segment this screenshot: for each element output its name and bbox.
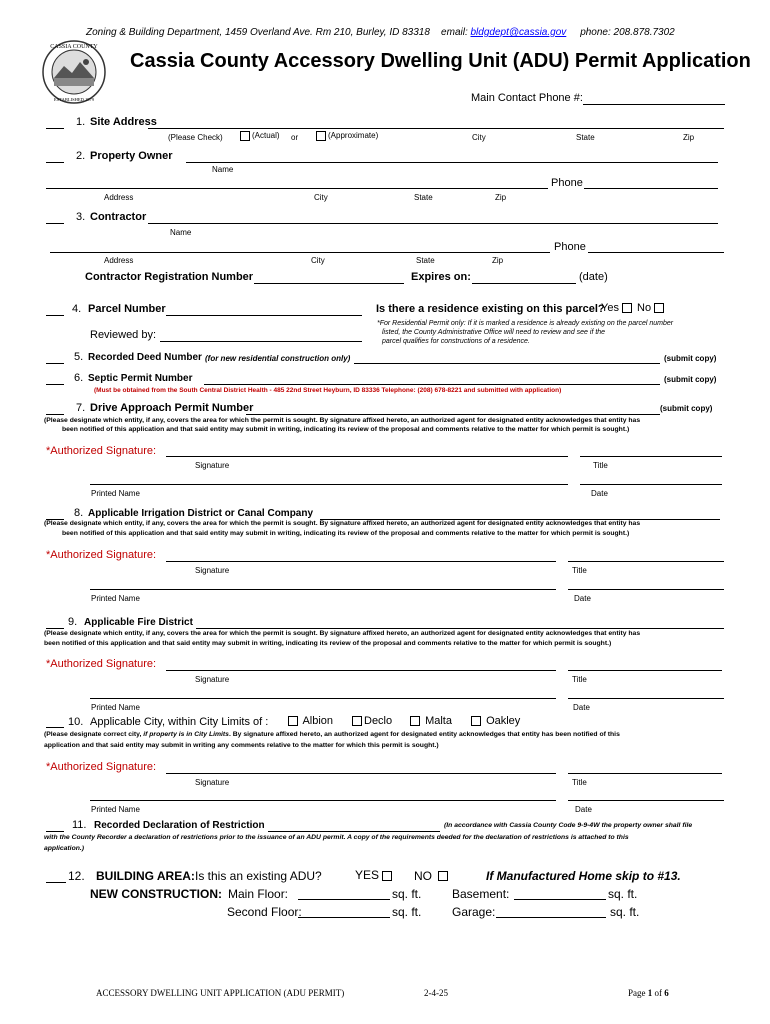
s3-address: Address bbox=[104, 256, 134, 265]
s10-note2: application and that said entity may submit in writing any comments relative to the matter for which this permit is sought.) bbox=[44, 742, 439, 749]
page-label: Page bbox=[628, 988, 646, 998]
s3-check-blank[interactable] bbox=[46, 223, 64, 224]
s7-num: 7. bbox=[76, 402, 86, 414]
second-floor-field[interactable] bbox=[298, 917, 390, 918]
s7-designate-2: been notified of this application and that said entity may submit in writing, indicating its review of the proposal and comments relative to the matter for which permit is sought.) bbox=[62, 426, 630, 433]
header-contact bbox=[86, 27, 675, 38]
s4-note2: listed, the County Administrative Office will need to review and see if the bbox=[382, 329, 606, 336]
s3-label: Contractor bbox=[90, 211, 147, 223]
sig3-signature-field[interactable] bbox=[166, 670, 556, 671]
s12-sqft-3: sq. ft. bbox=[392, 905, 422, 919]
s7-submit: (submit copy) bbox=[660, 404, 713, 413]
malta-checkbox[interactable] bbox=[410, 716, 420, 726]
s5-check-blank[interactable] bbox=[46, 363, 64, 364]
s10-note1-a: (Please designate correct city, bbox=[44, 731, 144, 738]
email-label: email: bbox=[441, 27, 471, 38]
sig4-signature-field[interactable] bbox=[166, 773, 556, 774]
s1-please-check: (Please Check) bbox=[168, 133, 223, 142]
s9-label: Applicable Fire District bbox=[84, 617, 193, 628]
s12-main-floor: Main Floor: bbox=[228, 887, 289, 901]
s11-num: 11. bbox=[72, 819, 87, 831]
sig3-signature: Signature bbox=[195, 675, 230, 684]
sig1-printed: Printed Name bbox=[91, 489, 140, 498]
sig4-date-field[interactable] bbox=[568, 800, 724, 801]
sig1-title-field[interactable] bbox=[580, 456, 722, 457]
s1-zip: Zip bbox=[683, 133, 695, 142]
s6-submit: (submit copy) bbox=[664, 375, 717, 384]
s10-note1-i: if property is in City Limits bbox=[143, 731, 229, 738]
s11-label: Recorded Declaration of Restriction bbox=[94, 820, 265, 831]
s9-designate-1: (Please designate which entity, if any, covers the area for which the permit is sought. By signature affixed hereto, an authorized agent for designated entity acknowledges that entity has bbox=[44, 630, 641, 637]
s10-label: Applicable City, within City Limits of : bbox=[90, 716, 269, 728]
s3-name: Name bbox=[170, 228, 192, 237]
s3-reg-label: Contractor Registration Number bbox=[85, 271, 254, 283]
albion-checkbox[interactable] bbox=[288, 716, 298, 726]
basement-field[interactable] bbox=[514, 899, 606, 900]
s12-new-label: NEW CONSTRUCTION bbox=[90, 887, 218, 901]
sig1-title: Title bbox=[593, 461, 608, 470]
s2-check-blank[interactable] bbox=[46, 162, 64, 163]
seal-bottom-text: ESTABLISHED 1879 bbox=[53, 97, 95, 102]
county-seal bbox=[42, 40, 106, 104]
s10-note1 bbox=[44, 731, 620, 738]
fire-district-field[interactable] bbox=[196, 628, 724, 629]
owner-address-field[interactable] bbox=[46, 188, 548, 189]
parcel-number-field[interactable] bbox=[166, 315, 362, 316]
garage-field[interactable] bbox=[496, 917, 606, 918]
existing-no-label: NO bbox=[414, 869, 432, 883]
s11-note3: application.) bbox=[44, 845, 85, 852]
s8-designate-2: been notified of this application and that said entity may submit in writing, indicating its review of the proposal and comments relative to the matter for which permit is sought.) bbox=[62, 530, 630, 537]
approximate-option[interactable] bbox=[316, 131, 378, 141]
oakley-label: Oakley bbox=[486, 715, 521, 727]
s10-check-blank[interactable] bbox=[46, 727, 64, 728]
footer-page bbox=[628, 988, 669, 998]
sig2-date-field[interactable] bbox=[568, 589, 724, 590]
sig3-title-field[interactable] bbox=[568, 670, 722, 671]
contractor-name-field[interactable] bbox=[148, 223, 718, 224]
sig4-signature: Signature bbox=[195, 778, 230, 787]
sig1-date-field[interactable] bbox=[580, 484, 722, 485]
s6-label: Septic Permit Number bbox=[88, 373, 193, 384]
s7-check-blank[interactable] bbox=[46, 414, 64, 415]
sig1-signature-field[interactable] bbox=[166, 456, 568, 457]
s5-submit: (submit copy) bbox=[664, 354, 717, 363]
s12-manufactured: If Manufactured Home skip to #13. bbox=[486, 869, 681, 883]
existing-no-checkbox[interactable] bbox=[438, 871, 448, 881]
s2-zip: Zip bbox=[495, 193, 507, 202]
s2-phone: Phone bbox=[551, 177, 583, 189]
s11-note1: (In accordance with Cassia County Code 9-9-4W the property owner shall file bbox=[444, 822, 693, 829]
s2-state: State bbox=[414, 193, 433, 202]
septic-permit-field[interactable] bbox=[204, 384, 660, 385]
s12-new: NEW CONSTRUCTION: bbox=[90, 887, 222, 901]
s3-city: City bbox=[311, 256, 325, 265]
sig2-auth: *Authorized Signature: bbox=[46, 549, 157, 561]
page-of: of bbox=[654, 988, 662, 998]
main-contact-field[interactable] bbox=[583, 104, 725, 105]
s4-check-blank[interactable] bbox=[46, 315, 64, 316]
sig3-printed-field[interactable] bbox=[90, 698, 556, 699]
contractor-address-field[interactable] bbox=[50, 252, 550, 253]
s1-label: Site Address bbox=[90, 116, 157, 128]
s3-state: State bbox=[416, 256, 435, 265]
s1-num: 1. bbox=[76, 116, 86, 128]
declaration-field[interactable] bbox=[268, 831, 440, 832]
sig2-title: Title bbox=[572, 566, 587, 575]
s12-sqft-1: sq. ft. bbox=[392, 887, 422, 901]
reviewed-by-field[interactable] bbox=[160, 341, 362, 342]
s9-check-blank[interactable] bbox=[46, 628, 64, 629]
email-link[interactable]: bldgdept@cassia.gov bbox=[470, 27, 567, 38]
s12-check-blank[interactable] bbox=[46, 882, 66, 883]
s5-label: Recorded Deed Number bbox=[88, 352, 202, 363]
s1-city: City bbox=[472, 133, 486, 142]
s7-label: Drive Approach Permit Number bbox=[90, 402, 254, 414]
city-declo[interactable] bbox=[352, 715, 392, 727]
s6-red-note: (Must be obtained from the South Central District Health - 485 22nd Street Heyburn, ID 83336 Telephone: (208) 678-8221 and submitted with application) bbox=[94, 387, 562, 394]
s4-reviewed: Reviewed by: bbox=[90, 329, 157, 341]
actual-checkbox[interactable] bbox=[240, 131, 250, 141]
s4-label: Parcel Number bbox=[88, 303, 166, 315]
existing-yes[interactable] bbox=[355, 868, 394, 882]
s2-label: Property Owner bbox=[90, 150, 173, 162]
s1-check-blank[interactable] bbox=[46, 128, 64, 129]
declo-checkbox[interactable] bbox=[352, 716, 362, 726]
s12-sqft-4: sq. ft. bbox=[610, 905, 640, 919]
sig3-title: Title bbox=[572, 675, 587, 684]
s2-num: 2. bbox=[76, 150, 86, 162]
s12-label: BUILDING AREA: bbox=[96, 869, 195, 883]
dept-address: , 1459 Overland Ave. Rm 210, Burley, ID 83318 bbox=[219, 27, 430, 38]
s9-num: 9. bbox=[68, 616, 78, 628]
sig4-title: Title bbox=[572, 778, 587, 787]
s12-sqft-2: sq. ft. bbox=[608, 887, 638, 901]
seal-top-text: CASSIA COUNTY bbox=[50, 44, 98, 50]
s12-basement: Basement: bbox=[452, 887, 510, 901]
s2-address: Address bbox=[104, 193, 134, 202]
s2-name: Name bbox=[212, 165, 234, 174]
approximate-label: (Approximate) bbox=[328, 131, 379, 141]
s7-designate-1: (Please designate which entity, if any, covers the area for which the permit is sought. By signature affixed hereto, an authorized agent for designated entity acknowledges that entity has bbox=[44, 417, 641, 424]
s3-num: 3. bbox=[76, 211, 86, 223]
approximate-checkbox[interactable] bbox=[316, 131, 326, 141]
page-title: Cassia County Accessory Dwelling Unit (ADU) Permit Application bbox=[130, 50, 751, 72]
contractor-expires-field[interactable] bbox=[472, 283, 576, 284]
s6-num: 6. bbox=[74, 372, 84, 384]
page-number: 1 bbox=[647, 988, 653, 998]
sig4-printed-field[interactable] bbox=[90, 800, 556, 801]
existing-yes-checkbox[interactable] bbox=[382, 871, 392, 881]
sig1-signature: Signature bbox=[195, 461, 230, 470]
s3-zip: Zip bbox=[492, 256, 504, 265]
s4-num: 4. bbox=[72, 303, 82, 315]
albion-label: Albion bbox=[302, 715, 334, 727]
sig2-date: Date bbox=[574, 594, 591, 603]
owner-name-field[interactable] bbox=[186, 162, 718, 163]
s12-garage: Garage: bbox=[452, 905, 496, 919]
existing-yes-label: YES bbox=[355, 868, 380, 882]
sig3-date: Date bbox=[573, 703, 590, 712]
sig3-printed: Printed Name bbox=[91, 703, 140, 712]
sig2-signature: Signature bbox=[195, 566, 230, 575]
sig1-date: Date bbox=[591, 489, 608, 498]
city-oakley[interactable] bbox=[471, 715, 520, 727]
contractor-reg-field[interactable] bbox=[254, 283, 404, 284]
main-contact-label: Main Contact Phone #: bbox=[471, 92, 583, 104]
sig1-printed-field[interactable] bbox=[90, 484, 568, 485]
residence-yes[interactable] bbox=[601, 302, 634, 314]
s3-expires: Expires on: bbox=[411, 271, 471, 283]
residence-no-checkbox[interactable] bbox=[654, 303, 664, 313]
s10-note1-b: . By signature affixed hereto, an authorized agent for designated entity acknowledges that entity has been notified of this bbox=[228, 731, 620, 738]
sig4-title-field[interactable] bbox=[568, 773, 722, 774]
s4-note3: parcel qualifies for constructions of a residence. bbox=[382, 338, 530, 345]
s9-designate-2: been notified of this application and that said entity may submit in writing, indicating its review of the proposal and comments relative to the matter for which permit is sought.) bbox=[44, 640, 612, 647]
dept-phone: phone: 208.878.7302 bbox=[580, 27, 675, 38]
drive-approach-field[interactable] bbox=[246, 414, 660, 415]
sig2-printed: Printed Name bbox=[91, 594, 140, 603]
sig4-printed: Printed Name bbox=[91, 805, 140, 814]
residence-yes-checkbox[interactable] bbox=[622, 303, 632, 313]
actual-option[interactable] bbox=[240, 131, 280, 141]
s11-note2: with the County Recorder a declaration of restrictions prior to the issuance of an ADU permit. A copy of the requirements deeded for the declaration of restrictions is attached to this bbox=[44, 834, 629, 841]
s1-or: or bbox=[291, 133, 299, 142]
existing-no-option[interactable] bbox=[438, 868, 450, 882]
city-albion[interactable] bbox=[288, 715, 333, 727]
footer-date: 2-4-25 bbox=[424, 988, 448, 998]
actual-label: (Actual) bbox=[252, 131, 280, 141]
sig2-title-field[interactable] bbox=[568, 561, 724, 562]
city-malta[interactable] bbox=[410, 715, 452, 727]
site-address-field[interactable] bbox=[148, 128, 724, 129]
s10-num: 10. bbox=[68, 716, 84, 728]
declo-label: Declo bbox=[364, 715, 393, 727]
residence-yes-label: Yes bbox=[601, 302, 619, 314]
sig2-signature-field[interactable] bbox=[166, 561, 556, 562]
s3-date: (date) bbox=[579, 271, 608, 283]
footer-title: ACCESSORY DWELLING UNIT APPLICATION (ADU PERMIT) bbox=[96, 988, 345, 998]
residence-no[interactable] bbox=[637, 302, 666, 314]
sig4-auth: *Authorized Signature: bbox=[46, 761, 157, 773]
s12-second: Second Floor: bbox=[227, 905, 302, 919]
s12-question: Is this an existing ADU? bbox=[195, 869, 322, 883]
s5-note: (for new residential construction only) bbox=[205, 354, 351, 363]
department: Zoning & Building Department bbox=[86, 27, 220, 38]
s6-check-blank[interactable] bbox=[46, 384, 64, 385]
s11-check-blank[interactable] bbox=[46, 831, 64, 832]
s5-num: 5. bbox=[74, 351, 84, 363]
s3-phone: Phone bbox=[554, 241, 586, 253]
s4-question: Is there a residence existing on this parcel? bbox=[376, 303, 605, 315]
deed-number-field[interactable] bbox=[354, 363, 660, 364]
s2-city: City bbox=[314, 193, 328, 202]
s1-state: State bbox=[576, 133, 595, 142]
oakley-checkbox[interactable] bbox=[471, 716, 481, 726]
page-total: 6 bbox=[664, 988, 669, 998]
sig4-date: Date bbox=[575, 805, 592, 814]
owner-phone-field[interactable] bbox=[584, 188, 718, 189]
sig1-auth: *Authorized Signature: bbox=[46, 445, 157, 457]
sig2-printed-field[interactable] bbox=[90, 589, 556, 590]
s8-num: 8. bbox=[74, 507, 84, 519]
sig3-auth: *Authorized Signature: bbox=[46, 658, 157, 670]
s4-note1: *For Residential Permit only: If it is marked a residence is already existing on the parcel number bbox=[377, 320, 674, 327]
residence-no-label: No bbox=[637, 302, 652, 314]
s8-label: Applicable Irrigation District or Canal Company bbox=[88, 508, 314, 519]
main-floor-field[interactable] bbox=[298, 899, 390, 900]
contractor-phone-field[interactable] bbox=[588, 252, 724, 253]
s8-designate-1: (Please designate which entity, if any, covers the area for which the permit is sought. By signature affixed hereto, an authorized agent for designated entity acknowledges that entity has bbox=[44, 520, 641, 527]
malta-label: Malta bbox=[425, 715, 452, 727]
s12-num: 12. bbox=[68, 869, 85, 883]
sig3-date-field[interactable] bbox=[568, 698, 724, 699]
